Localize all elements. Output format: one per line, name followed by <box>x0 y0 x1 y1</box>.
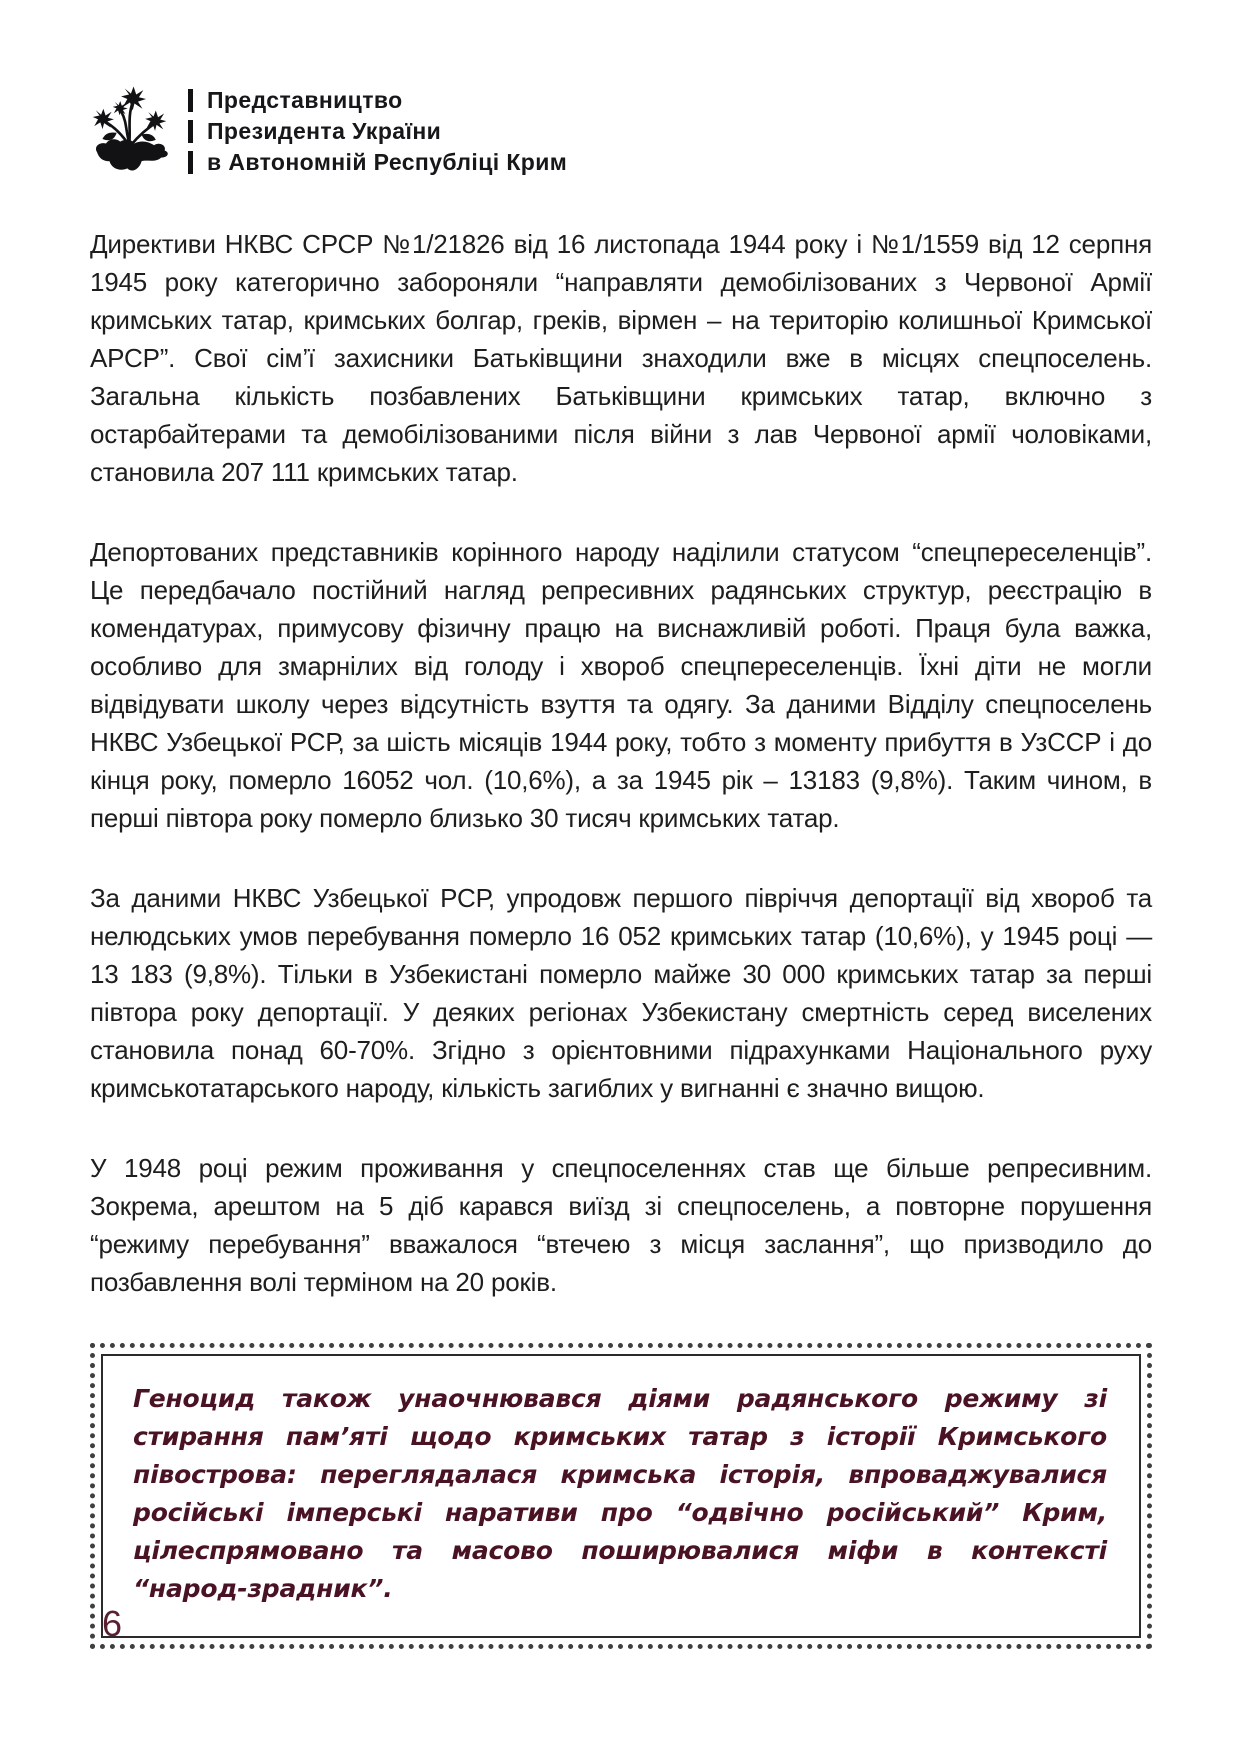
page-content <box>90 85 1152 1649</box>
body-paragraph-4: У 1948 році режим проживання у спецпоселеннях став ще більше репресивним. Зокрема, арештом на 5 діб карався виїзд зі спецпоселень, а повторне порушення “режиму перебування” вважалося “втечею з місця заслання”, що призводило до позбавлення волі терміном на 20 років. <box>90 1153 1152 1297</box>
crimea-flowers-logo-icon <box>90 85 170 177</box>
letterhead <box>90 85 1152 177</box>
organization-name <box>207 85 567 178</box>
org-name-line-3: в Автономній Республіці Крим <box>207 148 568 175</box>
body-paragraph-3: За даними НКВС Узбецької РСР, упродовж першого півріччя депортації від хвороб та нелюдських умов перебування померло 16 052 кримських татар (10,6%), у 1945 році — 13 183 (9,8%). Тільки в Узбекистані померло майже 30 000 кримських татар за перші півтора року депортації. У деяких регіонах Узбекистану смертність серед виселених становила понад 60-70%. Згідно з орієнтовними підрахунками Національного руху кримськотатарського народу, кількість загиблих у вигнанні є значно вищою. <box>90 883 1152 1103</box>
page-number: 6 <box>102 1603 123 1644</box>
org-name-line-1: Представництво <box>207 86 403 113</box>
body-paragraph-2: Депортованих представників корінного народу наділили статусом “спецпереселенців”. Це передбачало постійний нагляд репресивних радянських структур, реєстрацію в комендатурах, примусову фізичну працю на виснажливій роботі. Праця була важка, особливо для змарнілих від голоду і хвороб спецпереселенців. Їхні діти не могли відвідувати школу через відсутність взуття та одягу. За даними Відділу спецпоселень НКВС Узбецької РСР, за шість місяців 1944 року, тобто з моменту прибуття в УзССР і до кінця року, померло 16052 чол. (10,6%), а за 1945 рік – 13183 (9,8%). Таким чином, в перші півтора року померло близько 30 тисяч кримських татар. <box>90 537 1152 833</box>
callout-text: Геноцид також унаочнювався діями радянського режиму зі стирання пам’яті щодо кримських татар з історії Кримського півострова: переглядалася кримська історія, впроваджувалися російські імперські наративи про “одвічно російський” Крим, цілеспрямовано та масово поширювалися міфи в контексті “народ-зрадник”. <box>133 1384 1107 1603</box>
document-body <box>90 225 1152 1649</box>
body-paragraph-1: Директиви НКВС СРСР №1/21826 від 16 листопада 1944 року і №1/1559 від 12 серпня 1945 року категорично забороняли “направляти демобілізованих з Червоної Армії кримських татар, кримських болгар, греків, вірмен – на територію колишньої Кримської АРСР”. Свої сім’ї захисники Батьківщини знаходили вже в місцях спецпоселень. Загальна кількість позбавлених Батьківщини кримських татар, включно з остарбайтерами та демобілізованими після війни з лав Червоної армії чоловіками, становила 207 111 кримських татар. <box>90 229 1152 487</box>
org-name-line-2: Президента України <box>207 117 442 144</box>
callout-box-inner-border <box>101 1354 1141 1638</box>
callout-box <box>90 1343 1152 1649</box>
logo-divider <box>184 89 193 174</box>
